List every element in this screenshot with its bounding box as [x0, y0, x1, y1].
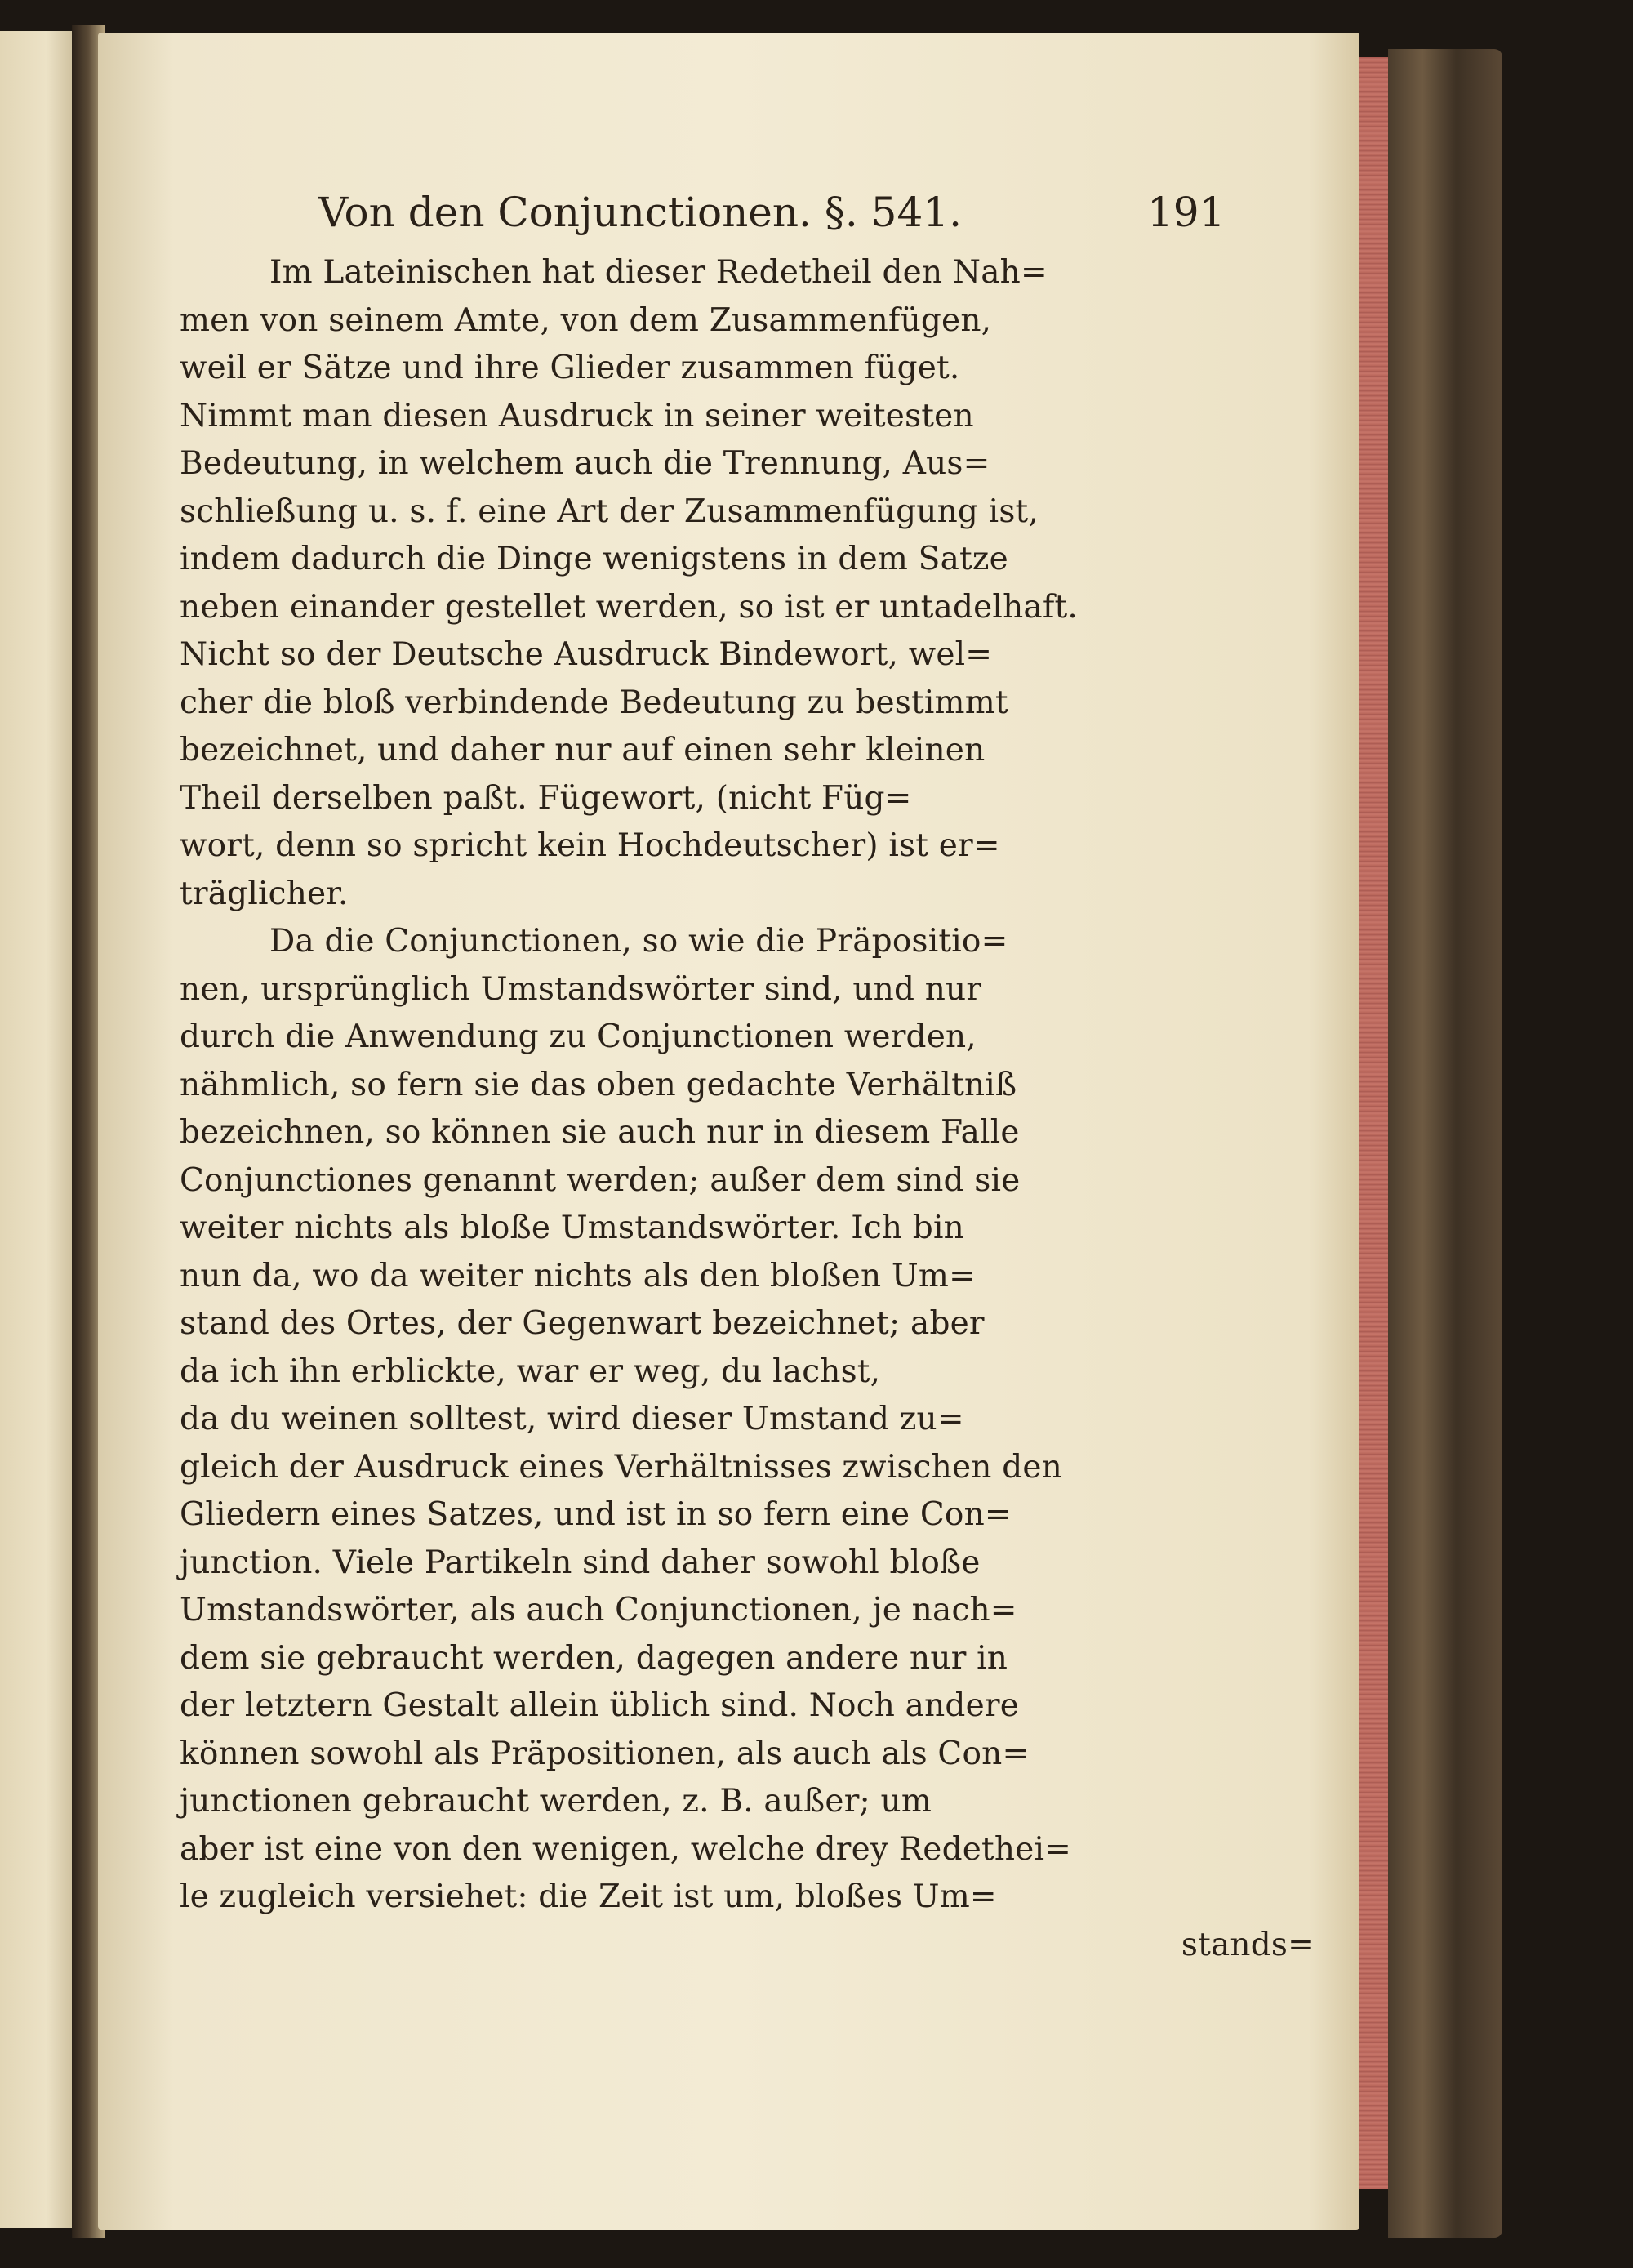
- text-line: bezeichnet, und daher nur auf einen sehr kleinen: [180, 732, 986, 769]
- text-line: wort, denn so spricht kein Hochdeutscher) ist er=: [180, 827, 1000, 864]
- text-line: weiter nichts als bloße Umstandswörter. Ich bin: [180, 1210, 964, 1246]
- page-number: 191: [1147, 189, 1226, 236]
- text-line: träglicher.: [180, 875, 349, 912]
- catchword: stands=: [1181, 1926, 1315, 1963]
- text-line: da du weinen solltest, wird dieser Umstand zu=: [180, 1401, 964, 1437]
- text-line: dem sie gebraucht werden, dagegen andere nur in: [180, 1639, 1008, 1677]
- left-page-edge: [0, 31, 78, 2228]
- text-line: junctionen gebraucht werden, z. B. außer; um: [180, 1783, 932, 1820]
- text-line: neben einander gestellet werden, so ist er untadelhaft.: [180, 588, 1078, 626]
- text-line: Umstandswörter, als auch Conjunctionen, je nach=: [180, 1592, 1017, 1629]
- text-line: stand des Ortes, der Gegenwart bezeichnet; aber: [180, 1305, 985, 1342]
- text-line: können sowohl als Präpositionen, als auch als Con=: [180, 1735, 1030, 1772]
- text-line: indem dadurch die Dinge wenigstens in dem Satze: [180, 541, 1008, 577]
- text-line: aber ist eine von den wenigen, welche drey Redethei=: [180, 1830, 1072, 1868]
- text-line: da ich ihn erblickte, war er weg, du lachst,: [180, 1352, 881, 1390]
- running-header: [180, 176, 1323, 249]
- text-line: Nimmt man diesen Ausdruck in seiner weitesten: [180, 397, 974, 434]
- text-line: Da die Conjunctionen, so wie die Präpositio=: [269, 923, 1008, 960]
- text-line: cher die bloß verbindende Bedeutung zu bestimmt: [180, 684, 1008, 721]
- text-line: der letztern Gestalt allein üblich sind. Noch andere: [180, 1687, 1019, 1724]
- text-line: Bedeutung, in welchem auch die Trennung, Aus=: [180, 445, 990, 482]
- text-line: durch die Anwendung zu Conjunctionen werden,: [180, 1018, 977, 1055]
- text-line: weil er Sätze und ihre Glieder zusammen füget.: [180, 350, 960, 386]
- text-line: gleich der Ausdruck eines Verhältnisses zwischen den: [180, 1448, 1062, 1486]
- text-line: le zugleich versiehet: die Zeit ist um, bloßes Um=: [180, 1878, 997, 1915]
- text-line: Theil derselben paßt. Fügewort, (nicht Füg=: [180, 779, 912, 817]
- page-text: [180, 176, 1323, 1969]
- text-line: nähmlich, so fern sie das oben gedachte Verhältniß: [180, 1066, 1017, 1103]
- book-cover-edge: [1388, 49, 1502, 2238]
- text-line: junction. Viele Partikeln sind daher sowohl bloße: [180, 1544, 981, 1581]
- text-line: Conjunctiones genannt werden; außer dem sind sie: [180, 1161, 1021, 1199]
- text-line: men von seinem Amte, von dem Zusammenfügen,: [180, 301, 992, 339]
- text-line: bezeichnen, so können sie auch nur in diesem Falle: [180, 1114, 1020, 1151]
- text-line: nen, ursprünglich Umstandswörter sind, und nur: [180, 970, 982, 1008]
- text-line: Gliedern eines Satzes, und ist in so fern eine Con=: [180, 1496, 1012, 1533]
- running-title: Von den Conjunctionen. §. 541.: [318, 189, 962, 236]
- text-line: Im Lateinischen hat dieser Redetheil den Nah=: [269, 254, 1048, 291]
- text-line: Nicht so der Deutsche Ausdruck Bindewort, wel=: [180, 636, 993, 673]
- text-line: nun da, wo da weiter nichts als den bloßen Um=: [180, 1257, 976, 1294]
- text-line: schließung u. s. f. eine Art der Zusammenfügung ist,: [180, 492, 1039, 530]
